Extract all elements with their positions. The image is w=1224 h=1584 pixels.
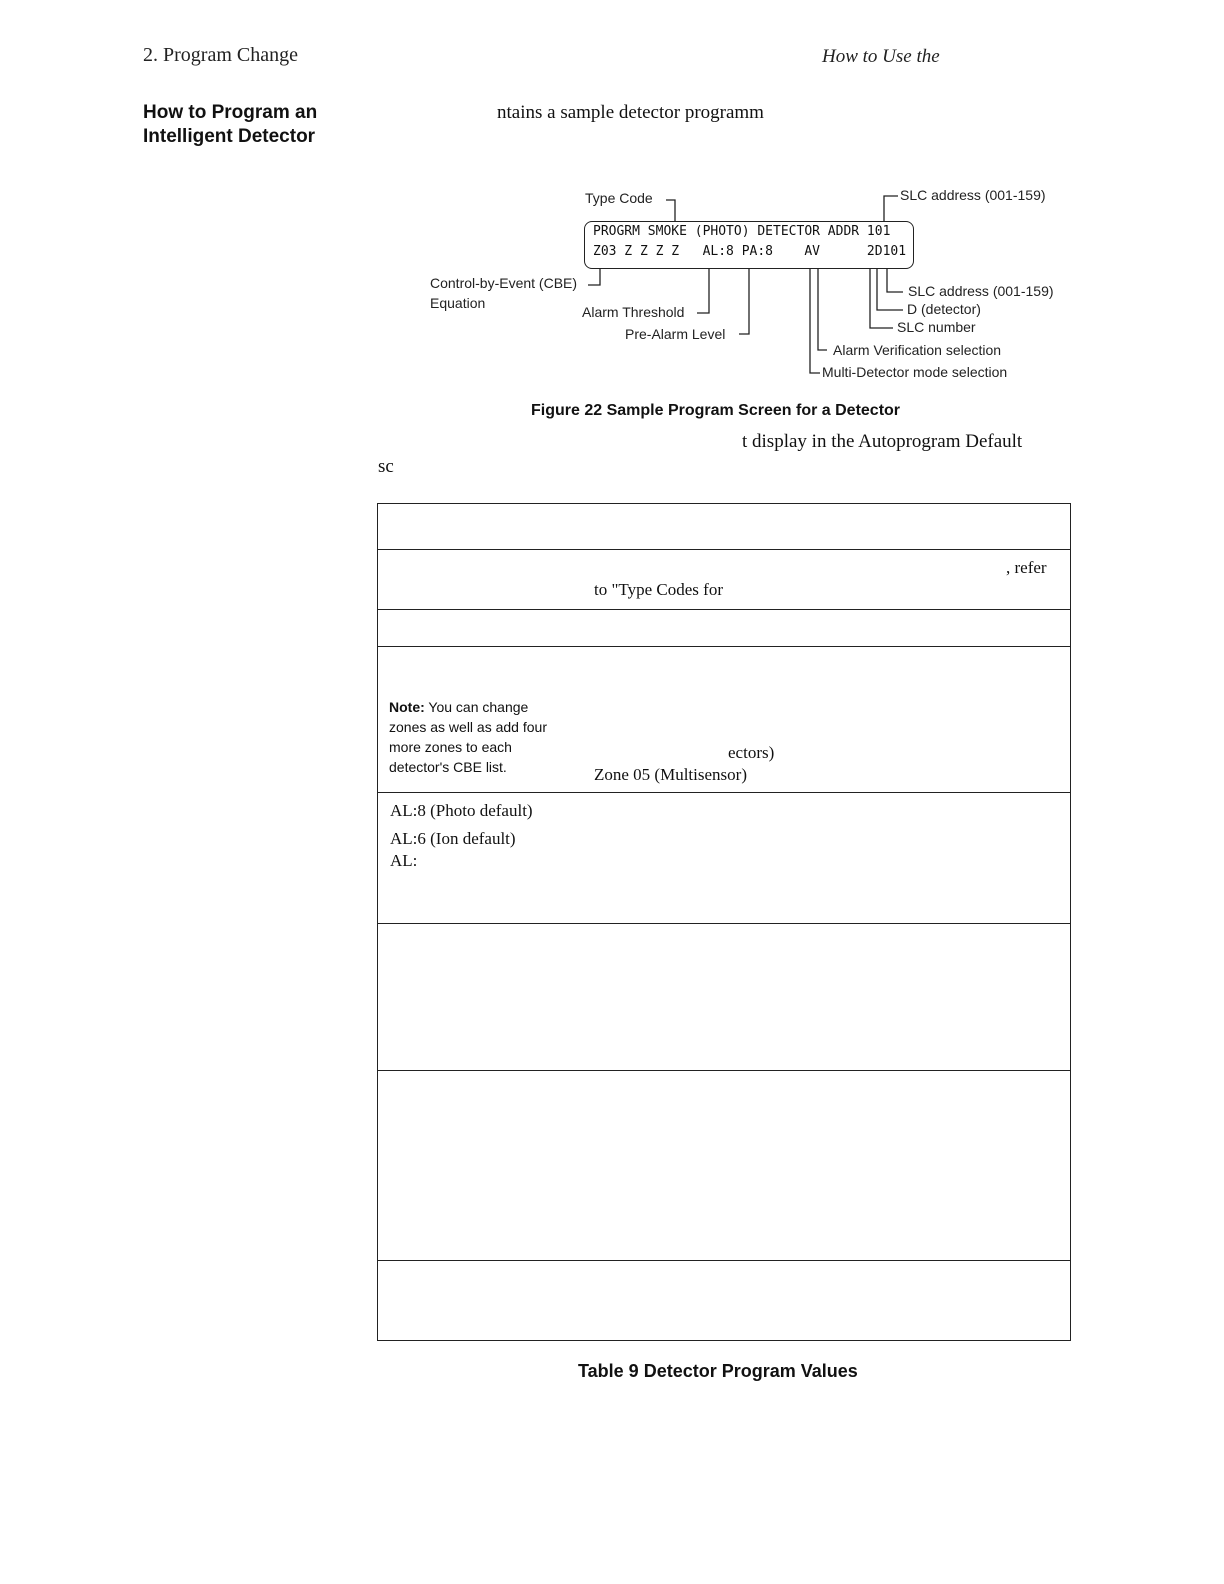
callout-slc-address: SLC address (001-159) [908,283,1054,299]
callout-multi-detector: Multi-Detector mode selection [822,364,1008,380]
callout-detector: D (detector) [907,301,981,317]
note-line4: detector's CBE list. [389,759,507,775]
table-caption: Table 9 Detector Program Values [578,1361,858,1381]
table-cell-text: to "Type Codes for [594,580,723,599]
note-line2: zones as well as add four [389,719,547,735]
table-row [378,647,1070,793]
section-title [143,101,317,149]
table-cell-text: ectors) [728,743,775,762]
note-line1: You can change [428,699,529,715]
table-cell-text: AL:8 (Photo default) [390,801,533,820]
callout-alarm-threshold: Alarm Threshold [582,304,685,320]
paragraph-line2: sc [378,456,394,477]
note-label: Note: [389,699,425,715]
callout-type-code: Type Code [585,190,653,206]
callout-cbe-line2: Equation [430,295,486,311]
paragraph-line1: t display in the Autoprogram Default [742,431,1023,452]
callout-slc-address-top: SLC address (001-159) [900,187,1046,203]
lcd-display-frame [584,221,914,269]
lcd-line-1: PROGRM SMOKE (PHOTO) DETECTOR ADDR 101 [593,224,891,239]
callout-alarm-verification: Alarm Verification selection [833,342,1002,358]
table-row [378,1071,1070,1261]
callout-pre-alarm-level: Pre-Alarm Level [625,326,726,342]
note-line3: more zones to each [389,739,512,755]
lcd-line-2: Z03 Z Z Z Z AL:8 PA:8 AV 2D101 [593,244,907,259]
table-row [378,1261,1070,1340]
detector-program-values-table [377,503,1071,1341]
zone-note [389,697,547,777]
intro-text: ntains a sample detector programm [497,102,764,123]
table-cell-text: AL: [390,851,418,870]
table-row [378,550,1070,610]
table-cell-text: , refer [1006,558,1047,577]
table-row [378,924,1070,1071]
callout-slc-number: SLC number [897,319,976,335]
section-title-line2: Intelligent Detector [143,126,316,147]
table-cell-text: AL:6 (Ion default) [390,829,516,848]
figure-caption: Figure 22 Sample Program Screen for a Detector [531,402,901,419]
running-header-right: How to Use the [822,46,940,67]
callout-cbe-line1: Control-by-Event (CBE) [430,275,578,291]
table-row [378,793,1070,924]
table-row [378,610,1070,647]
table-cell-text: Zone 05 (Multisensor) [594,765,747,784]
table-row [378,504,1070,550]
section-title-line1: How to Program an [143,102,318,123]
running-header-left: 2. Program Change [143,44,298,66]
